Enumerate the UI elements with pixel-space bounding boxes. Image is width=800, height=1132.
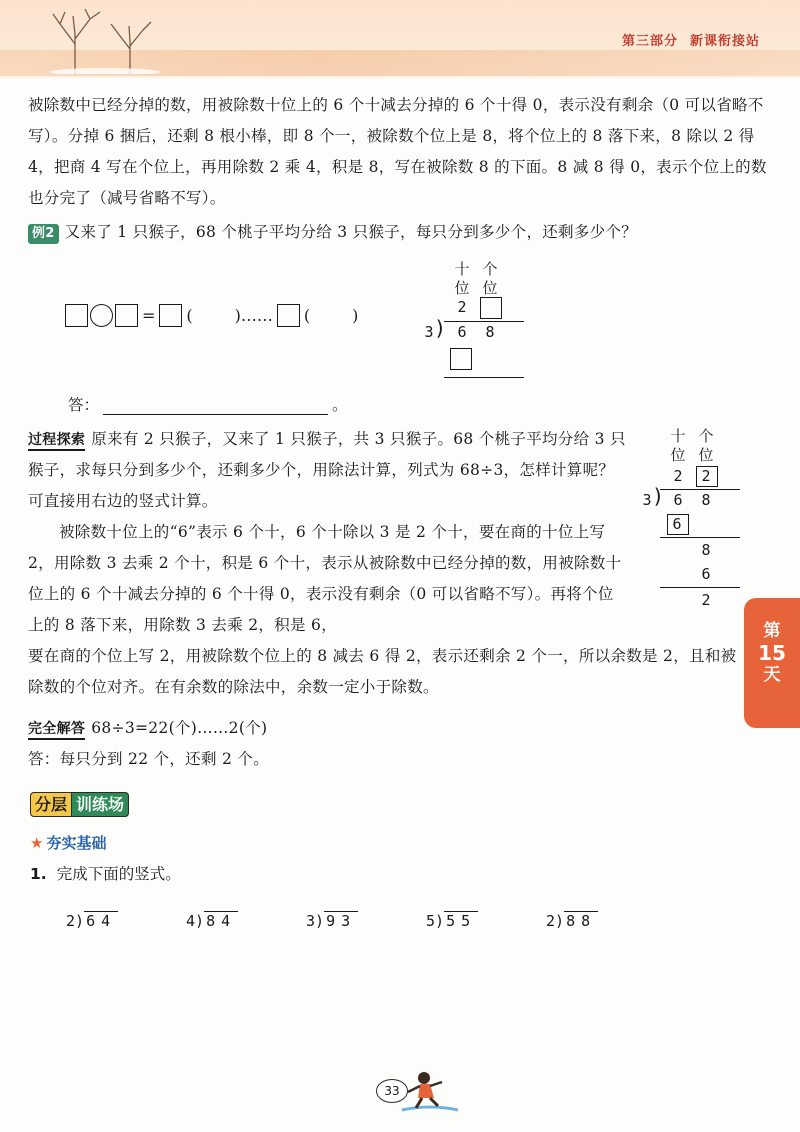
remainder-dots: )…… — [234, 306, 273, 325]
exercise-dividend: 64 — [86, 912, 117, 930]
example-2 — [28, 217, 768, 248]
process-paragraph-2b: 要在商的个位上写 2，用被除数个位上的 8 减去 6 得 2，表示还剩余 2 个一，所以余数是 2，且和被除数的个位对齐。在有余数的除法中，余数一定小于除数。 — [28, 647, 737, 696]
remainder: 2 — [701, 591, 711, 609]
long-division-blank — [420, 258, 530, 383]
answer-input[interactable] — [103, 396, 328, 415]
day-tab-prefix: 第 — [763, 621, 781, 641]
winter-trees-illustration — [45, 4, 165, 74]
ones-label: 位 — [482, 279, 498, 297]
answer-line — [68, 393, 348, 415]
process-text-1: 原来有 2 只猴子，又来了 1 只猴子，共 3 只猴子。68 个桃子平均分给 3 只猴子，求每只分到多少个，还剩多少个，用除法计算，列式为 68÷3，怎样计算呢？可直接用右边的竖式计算。 — [28, 430, 626, 510]
answer-label: 答： — [68, 396, 100, 414]
division-exercise[interactable]: 3) 93 — [306, 912, 357, 930]
question-text: 完成下面的竖式。 — [56, 865, 181, 883]
exercise-divisor: 3 — [306, 912, 316, 930]
quotient-tens: 2 — [457, 298, 467, 316]
question-number: 1. — [30, 865, 47, 883]
exercise-divisor: 4 — [186, 912, 196, 930]
example-question: 又来了 1 只猴子，68 个桃子平均分给 3 只猴子，每只分到多少个，还剩多少个？ — [64, 223, 638, 241]
paren-open: ( — [303, 306, 311, 325]
ones-label: 位 — [698, 446, 714, 464]
day-number: 15 — [758, 641, 786, 665]
divisor: 3 — [642, 491, 652, 509]
blank-box[interactable] — [159, 304, 182, 327]
tens-label: 位 — [454, 279, 470, 297]
section-title — [610, 30, 760, 49]
subtraction-line — [660, 587, 740, 588]
dividend-tens: 6 — [457, 323, 467, 341]
question-1 — [30, 862, 181, 884]
blank-box[interactable] — [115, 304, 138, 327]
page-number: 33 — [376, 1079, 408, 1103]
division-exercise[interactable]: 5) 55 — [426, 912, 477, 930]
subtraction-line — [660, 537, 740, 538]
quotient-tens: 2 — [673, 467, 683, 485]
division-bracket: ) — [652, 484, 665, 508]
day-tab-suffix: 天 — [763, 665, 781, 685]
page-header — [0, 0, 800, 78]
section-subtitle: 新课衔接站 — [689, 34, 760, 49]
ones-label: 个 — [698, 427, 714, 445]
process-paragraph-1 — [28, 424, 628, 517]
skater-mascot-icon — [400, 1068, 460, 1116]
dividend-tens: 6 — [673, 491, 683, 509]
second-product: 6 — [701, 565, 711, 583]
exercise-divisor: 5 — [426, 912, 436, 930]
basic-title: 夯实基础 — [46, 834, 107, 852]
exercise-dividend: 84 — [206, 912, 237, 930]
section-name: 第三部分 — [621, 34, 678, 49]
blank-circle[interactable] — [90, 304, 113, 327]
exercise-divisor: 2 — [546, 912, 556, 930]
division-bar — [444, 321, 524, 322]
first-product: 6 — [672, 515, 682, 533]
quotient-ones: 2 — [701, 467, 711, 485]
equation-blanks — [65, 304, 360, 327]
ones-label: 个 — [482, 260, 498, 278]
brought-down-digit: 8 — [701, 541, 711, 559]
paren-open: ( — [186, 306, 193, 325]
division-bar — [660, 489, 740, 490]
tens-label: 十 — [670, 427, 686, 445]
dividend-ones: 8 — [701, 491, 711, 509]
division-bracket: ) — [434, 316, 447, 340]
tens-label: 十 — [454, 260, 470, 278]
quotient-ones-blank[interactable] — [480, 297, 502, 319]
exercise-dividend: 93 — [326, 912, 357, 930]
tens-label: 位 — [670, 446, 686, 464]
paren-close: ) — [352, 306, 359, 325]
solution-line — [28, 713, 768, 744]
solution-equation: 68÷3=22(个)……2(个) — [91, 719, 268, 737]
process-paragraph-2a: 被除数十位上的“6”表示 6 个十，6 个十除以 3 是 2 个十，要在商的十位上写 2，用除数 3 去乘 2 个十，积是 6 个十，表示从被除数中已经分掉的数，用被除数十位上的 6 个十减去分掉的 6 个十得 0，表示没有剩余（0 可以省略不写）。再将个位上的 8 落下来，用除数 3 去乘 2，积是 6， — [28, 523, 622, 634]
solution-tag: 完全解答 — [28, 720, 85, 740]
long-division-solved — [640, 425, 750, 615]
exercise-divisor: 2 — [66, 912, 76, 930]
paragraph-top: 被除数中已经分掉的数，用被除数十位上的 6 个十减去分掉的 6 个十得 0，表示没有剩余（0 可以省略不写）。分掉 6 捆后，还剩 8 根小棒，即 8 个一，被除数个位上是 8，将个位上的 8 落下来，8 除以 2 得 4，把商 4 写在个位上，再用除数 2 乘 4，积是 8，写在被除数 8 的下面。8 减 8 得 0，表示个位上的数也分完了（减号省略不写）。 — [28, 96, 767, 207]
blank-box[interactable] — [65, 304, 88, 327]
practice-title-b: 训练场 — [72, 792, 129, 817]
equals-sign: = — [142, 306, 156, 325]
answer-end: 。 — [332, 396, 348, 414]
example-tag: 例2 — [28, 224, 59, 244]
exercise-dividend: 55 — [446, 912, 477, 930]
division-exercise[interactable]: 2) 88 — [546, 912, 597, 930]
subtraction-line — [444, 377, 524, 378]
division-exercise[interactable]: 4) 84 — [186, 912, 237, 930]
practice-title-a: 分层 — [30, 792, 72, 817]
day-tab — [744, 598, 800, 728]
exercise-dividend: 88 — [566, 912, 597, 930]
blank-box[interactable] — [277, 304, 300, 327]
dividend-ones: 8 — [485, 323, 495, 341]
divisor: 3 — [424, 323, 434, 341]
basic-section-title — [30, 832, 106, 853]
solution-answer: 答：每只分到 22 个，还剩 2 个。 — [28, 750, 269, 768]
division-exercise[interactable]: 2) 64 — [66, 912, 117, 930]
practice-title — [30, 792, 129, 815]
process-tag: 过程探索 — [28, 431, 85, 451]
product-blank[interactable] — [450, 348, 472, 370]
star-icon: ★ — [30, 834, 44, 852]
